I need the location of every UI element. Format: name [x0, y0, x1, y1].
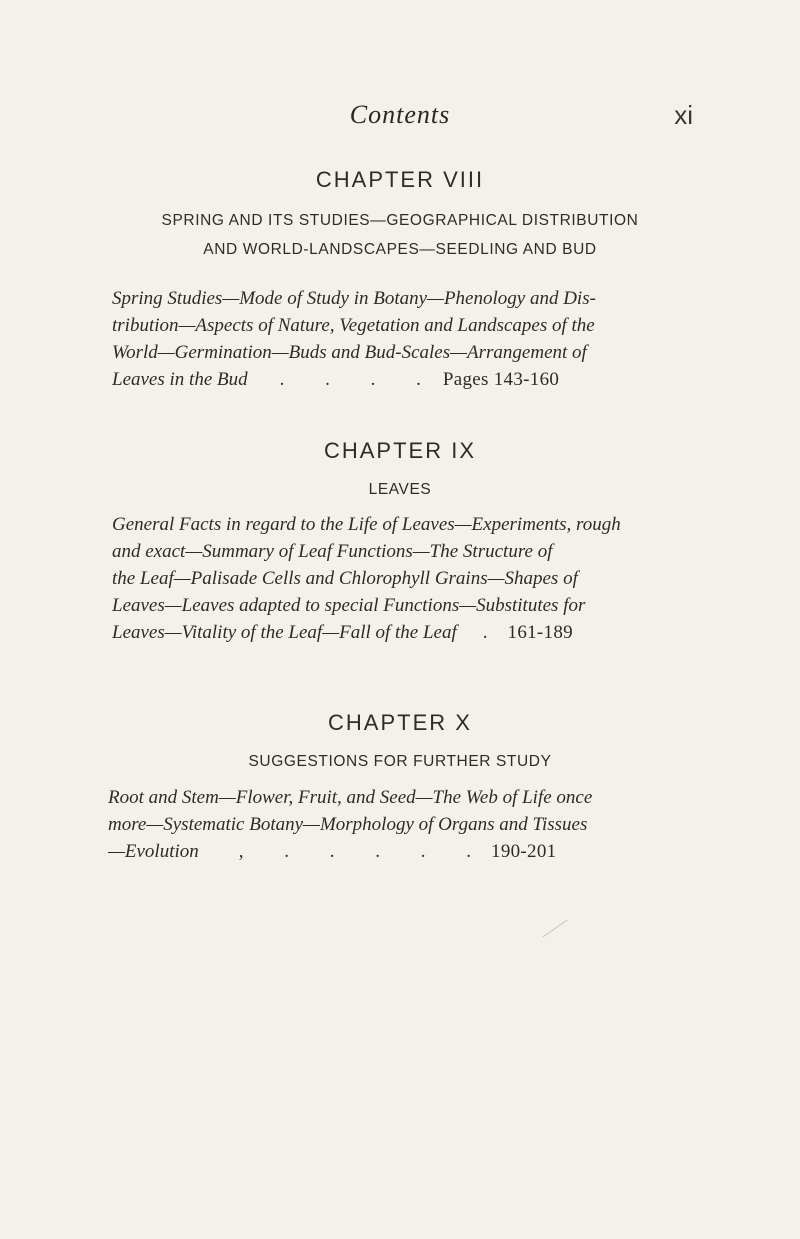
- chapter-subtitle-ix: [0, 475, 800, 504]
- summary-line: Root and Stem—Flower, Fruit, and Seed—The Web of Life once: [108, 787, 593, 808]
- chapter-summary-viii: [112, 285, 712, 393]
- chapter-subtitle-viii: [0, 206, 800, 264]
- summary-text: Leaves—Vitality of the Leaf—Fall of the Leaf: [112, 622, 457, 643]
- page-range: 190-201: [491, 841, 557, 862]
- page-number: xi: [674, 100, 693, 130]
- subtitle-line: SPRING AND ITS STUDIES—GEOGRAPHICAL DISTRIBUTION: [161, 212, 639, 229]
- summary-line: and exact—Summary of Leaf Functions—The Structure of: [112, 541, 553, 562]
- summary-line: more—Systematic Botany—Morphology of Organs and Tissues: [108, 814, 588, 835]
- summary-line-last: [108, 838, 708, 865]
- paper-mark: [542, 919, 567, 937]
- subtitle-line: SUGGESTIONS FOR FURTHER STUDY: [248, 753, 552, 770]
- dot-leaders: . . . .: [279, 369, 439, 390]
- chapter-subtitle-x: [0, 747, 800, 776]
- summary-text: Leaves in the Bud: [112, 369, 248, 390]
- summary-line-last: [112, 366, 712, 393]
- summary-text: —Evolution: [108, 841, 199, 862]
- running-title: Contents: [349, 100, 451, 129]
- chapter-heading-x: CHAPTER X: [328, 710, 472, 735]
- summary-line: General Facts in regard to the Life of Leaves—Experiments, rough: [112, 514, 621, 535]
- summary-line: tribution—Aspects of Nature, Vegetation and Landscapes of the: [112, 315, 595, 336]
- summary-line: Spring Studies—Mode of Study in Botany—Phenology and Dis-: [112, 288, 596, 309]
- chapter-summary-x: [108, 784, 708, 865]
- summary-line: World—Germination—Buds and Bud-Scales—Arrangement of: [112, 342, 587, 363]
- running-head: [0, 100, 800, 136]
- chapter-summary-ix: [112, 511, 712, 646]
- subtitle-line: AND WORLD-LANDSCAPES—SEEDLING AND BUD: [203, 241, 597, 258]
- summary-line: Leaves—Leaves adapted to special Functions—Substitutes for: [112, 595, 586, 616]
- page-range: Pages 143-160: [442, 369, 560, 390]
- page-range: 161-189: [507, 622, 573, 643]
- summary-line-last: [112, 619, 712, 646]
- subtitle-line: LEAVES: [368, 481, 432, 498]
- dot-leaders: .: [482, 622, 506, 643]
- summary-line: the Leaf—Palisade Cells and Chlorophyll Grains—Shapes of: [112, 568, 578, 589]
- chapter-heading-ix: CHAPTER IX: [323, 438, 477, 463]
- chapter-heading-viii: CHAPTER VIII: [315, 167, 485, 192]
- dot-leaders: , . . . . .: [238, 841, 490, 862]
